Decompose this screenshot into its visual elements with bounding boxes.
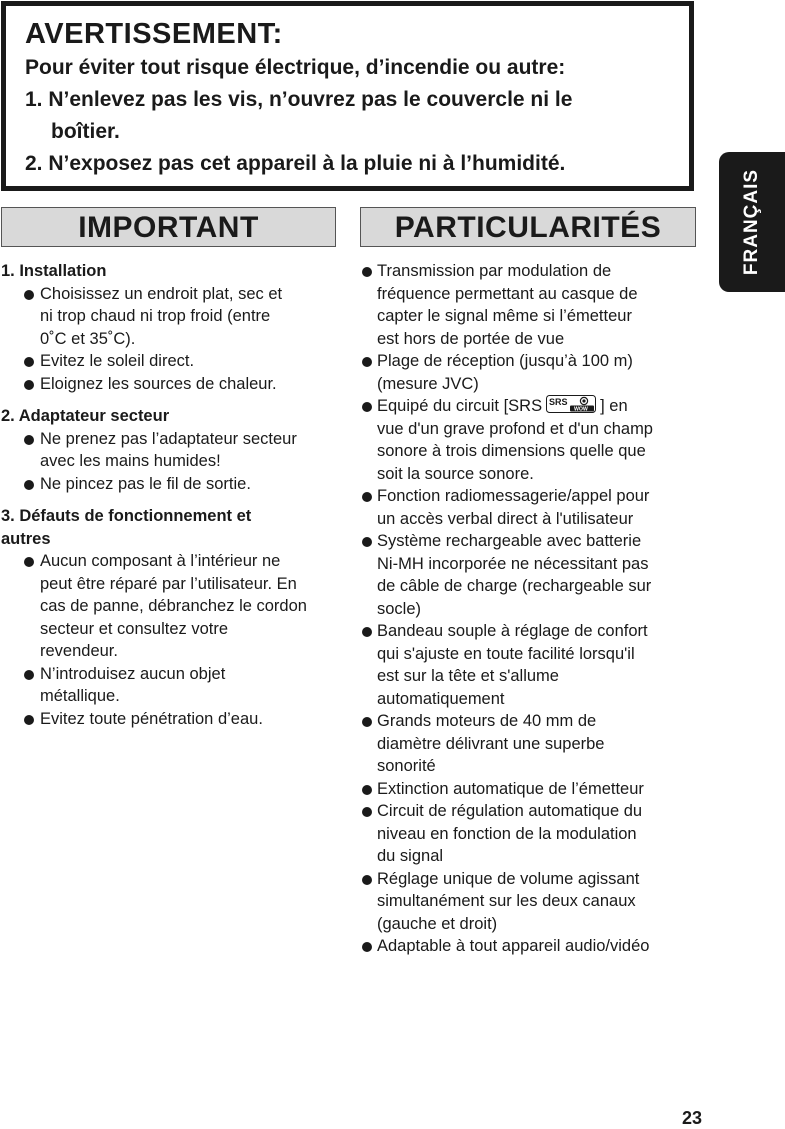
svg-text:WOW: WOW	[574, 406, 588, 413]
bullet-icon	[24, 670, 34, 680]
list-item: Adaptable à tout appareil audio/vidéo	[361, 935, 701, 958]
page-number: 23	[682, 1108, 703, 1128]
list-item: N’introduisez aucun objet métallique.	[1, 663, 341, 708]
bullet-icon	[362, 875, 372, 885]
list-item: Fonction radiomessagerie/appel pour un accès verbal direct à l'utilisateur	[361, 485, 701, 530]
bullet-icon	[362, 785, 372, 795]
list-item: Réglage unique de volume agissant simultanément sur les deux canaux (gauche et droit)	[361, 868, 701, 936]
warning-item-1-cont: boîtier.	[51, 120, 120, 143]
list-item: Bandeau souple à réglage de confort qui s'ajuste en toute facilité lorsqu'il est sur la tête et s'allume automatiquement	[361, 620, 701, 710]
group-title: 3. Défauts de fonctionnement et autres	[1, 507, 252, 548]
language-tab	[719, 152, 785, 292]
bullet-icon	[362, 717, 372, 727]
bullet-icon	[362, 357, 372, 367]
important-header: IMPORTANT	[1, 207, 336, 247]
warning-item-2: 2. N’exposez pas cet appareil à la pluie ni à l’humidité.	[25, 152, 566, 175]
bullet-icon	[24, 380, 34, 390]
bullet-icon	[24, 715, 34, 725]
bullet-icon	[362, 807, 372, 817]
bullet-icon	[362, 267, 372, 277]
list-item: Equipé du circuit [SRS SRS WOW ] en vue d'un grave profond et d'un champ sonore à trois dimensions quelle que soit la source sonore.	[361, 395, 701, 485]
list-item: Ne pincez pas le fil de sortie.	[1, 473, 341, 496]
bullet-icon	[362, 627, 372, 637]
bullet-icon	[24, 357, 34, 367]
important-group-faults	[1, 505, 341, 730]
warning-title: AVERTISSEMENT:	[25, 18, 283, 50]
features-column	[361, 260, 701, 958]
bullet-icon	[24, 480, 34, 490]
list-item: Plage de réception (jusqu’à 100 m) (mesure JVC)	[361, 350, 701, 395]
list-item: Circuit de régulation automatique du niveau en fonction de la modulation du signal	[361, 800, 701, 868]
list-item: Ne prenez pas l’adaptateur secteur avec les mains humides!	[1, 428, 341, 473]
group-title: 1. Installation	[1, 262, 107, 280]
group-title: 2. Adaptateur secteur	[1, 407, 170, 425]
list-item: Eloignez les sources de chaleur.	[1, 373, 341, 396]
bullet-icon	[24, 557, 34, 567]
list-item: Transmission par modulation de fréquence permettant au casque de capter le signal même si l’émetteur est hors de portée de vue	[361, 260, 701, 350]
list-item: Grands moteurs de 40 mm de diamètre délivrant une superbe sonorité	[361, 710, 701, 778]
warning-intro: Pour éviter tout risque électrique, d’incendie ou autre:	[25, 56, 566, 79]
warning-item-1: 1. N’enlevez pas les vis, n’ouvrez pas le couvercle ni le	[25, 88, 573, 111]
bullet-icon	[362, 537, 372, 547]
bullet-icon	[362, 492, 372, 502]
list-item: Choisissez un endroit plat, sec et ni trop chaud ni trop froid (entre 0˚C et 35˚C).	[1, 283, 341, 351]
list-item: Système rechargeable avec batterie Ni-MH incorporée ne nécessitant pas de câble de charge (rechargeable sur socle)	[361, 530, 701, 620]
bullet-icon	[362, 942, 372, 952]
list-item: Evitez le soleil direct.	[1, 350, 341, 373]
features-header: PARTICULARITÉS	[360, 207, 696, 247]
important-column	[1, 260, 341, 740]
list-item: Aucun composant à l’intérieur ne peut être réparé par l’utilisateur. En cas de panne, débranchez le cordon secteur et consultez votre revendeur.	[1, 550, 341, 663]
warning-box	[1, 1, 694, 191]
bullet-icon	[24, 435, 34, 445]
list-item: Extinction automatique de l’émetteur	[361, 778, 701, 801]
list-item: Evitez toute pénétration d’eau.	[1, 708, 341, 731]
svg-text:SRS: SRS	[549, 397, 568, 407]
important-group-installation	[1, 260, 341, 395]
language-tab-label: FRANÇAIS	[741, 168, 762, 276]
bullet-icon	[362, 402, 372, 412]
bullet-icon	[24, 290, 34, 300]
important-group-adapter	[1, 405, 341, 495]
srs-wow-logo-icon	[546, 395, 596, 413]
